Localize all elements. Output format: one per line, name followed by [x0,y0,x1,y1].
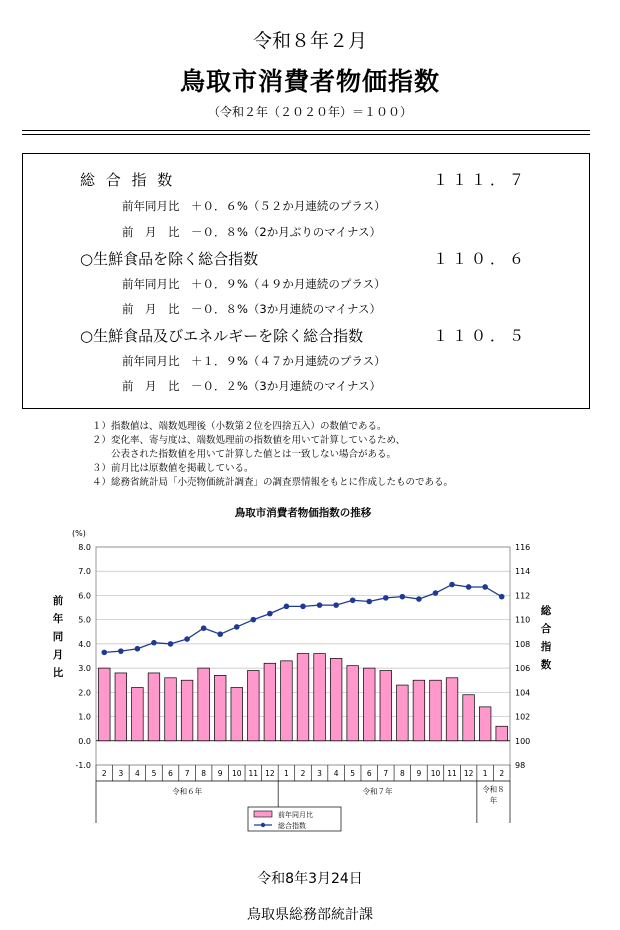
y-right-axis-label: 総合指数 [540,605,552,671]
bar [231,687,243,740]
y-left-unit: (%) [72,529,86,538]
legend-bar-swatch [254,811,272,817]
x-tick-label: 10 [430,769,441,778]
note-2: ２）変化率、寄与度は、端数処理前の指数値を用いて計算しているため、 [92,435,406,446]
note-1: １）指数値は、端数処理後（小数第２位を四捨五入）の数値である。 [92,421,387,432]
y-left-tick-label: 2.0 [78,688,91,698]
index-point [168,641,174,647]
bar [446,678,458,741]
x-tick-label: 10 [231,769,242,778]
bar [148,673,160,741]
y-right-tick-label: 110 [515,615,531,625]
legend-bar-label: 前年同月比 [278,811,313,819]
report-date: 令和８年２月 [252,30,367,52]
summary-mom-corecore: 前 月 比 －０．２%（3か月連続のマイナス） [122,379,382,393]
x-tick-label: 3 [118,769,124,778]
bar [98,668,110,741]
bar [479,707,491,741]
index-point [251,617,257,623]
x-tick-label: 5 [151,769,157,778]
y-right-tick-label: 102 [515,712,531,722]
divider-top-1 [22,130,590,131]
summary-yoy-total: 前年同月比 ＋０．６%（５２か月連続のプラス） [122,199,386,213]
index-point [201,625,207,631]
issuer: 鳥取県総務部統計課 [247,907,373,923]
y-left-tick-label: 1.0 [78,712,91,722]
y-left-axis-label: 前年同月比 [52,595,64,679]
bar [380,671,392,741]
summary-label-total: 総 合 指 数 [80,171,176,189]
index-point [366,599,372,605]
bar [181,680,193,741]
y-left-tick-label: 4.0 [78,639,91,649]
x-tick-label: 8 [201,769,207,778]
summary-yoy-corecore: 前年同月比 ＋１．９%（４７か月連続のプラス） [122,354,386,368]
summary-value-core: １１０．６ [433,250,529,268]
x-tick-label: 12 [265,769,275,778]
x-tick-label: 7 [383,769,389,778]
index-point [135,646,141,652]
summary-label-corecore: ○生鮮食品及びエネルギーを除く総合指数 [80,327,364,345]
index-point [284,604,290,610]
x-tick-label: 3 [317,769,322,778]
bar [248,671,260,741]
release-date: 令和8年3月24日 [257,871,363,887]
note-3: ３）前月比は原数値を掲載している。 [92,463,254,474]
y-right-tick-label: 100 [515,736,531,746]
y-left-tick-label: 0.0 [78,736,91,746]
bar [281,661,293,741]
x-tick-label: 2 [101,769,107,778]
x-tick-label: 11 [248,769,259,778]
legend-line-label: 総合指数 [278,822,306,830]
index-point [300,604,306,610]
index-point [151,640,157,646]
index-point [317,602,323,608]
summary-mom-total: 前 月 比 －０．８%（2か月ぶりのマイナス） [122,225,382,239]
bar [463,695,475,741]
bar [264,663,276,741]
divider-top-2 [22,134,590,135]
x-tick-label: 12 [463,769,474,778]
index-line [104,585,501,653]
y-right-tick-label: 108 [515,639,531,649]
bar [132,687,144,740]
x-tick-label: 11 [447,769,457,778]
x-tick-label: 4 [333,769,339,778]
index-point [499,594,505,600]
index-point [466,584,472,590]
bar [347,666,359,741]
summary-mom-core: 前 月 比 －０．８%（3か月連続のマイナス） [122,302,382,316]
bar [413,680,425,741]
legend-line-marker [261,823,265,827]
index-point [234,624,240,630]
note-2-cont: 公表された指数値を用いて計算した値とは一致しない場合がある。 [92,449,397,460]
x-tick-label: 7 [184,769,190,778]
y-left-tick-label: 6.0 [78,591,91,601]
x-tick-label: 1 [482,769,488,778]
x-tick-label: 8 [399,769,405,778]
chart-title: 鳥取市消費者物価指数の推移 [234,507,372,519]
y-left-tick-label: 7.0 [78,567,91,577]
x-tick-label: 5 [350,769,356,778]
bar [214,675,226,740]
bar [363,668,375,741]
bar [314,654,326,741]
summary-label-core: ○生鮮食品を除く総合指数 [80,250,259,268]
index-point [383,595,389,601]
x-tick-label: 1 [284,769,289,778]
index-point [101,650,107,656]
year-label: 令和６年 [172,787,203,796]
bar [165,678,177,741]
index-point [184,636,190,642]
y-right-tick-label: 112 [515,591,531,601]
y-left-tick-label: -1.0 [75,761,91,770]
summary-value-corecore: １１０．５ [433,327,529,345]
index-point [433,590,439,596]
y-left-tick-label: 5.0 [78,615,91,625]
y-right-tick-label: 106 [515,664,531,674]
x-tick-label: 6 [168,769,173,778]
x-tick-label: 6 [366,769,372,778]
bar [115,673,127,741]
bar [198,668,210,741]
summary-value-total: １１１．７ [433,171,529,189]
y-right-tick-label: 116 [515,543,531,552]
y-right-tick-label: 104 [515,688,531,698]
base-year-note: （令和２年（２０２０年）＝１００） [207,105,412,119]
index-point [333,602,339,608]
bar [297,654,309,741]
y-left-tick-label: 3.0 [78,664,91,674]
y-right-tick-label: 114 [515,567,531,577]
index-point [217,631,223,637]
year-label: 令和８年 [482,785,505,805]
y-left-tick-label: 8.0 [78,543,91,552]
y-right-tick-label: 98 [515,761,526,770]
year-label: 令和７年 [362,787,393,796]
x-tick-label: 9 [217,769,223,778]
bar [330,658,342,740]
x-tick-label: 2 [499,769,505,778]
index-point [449,582,455,588]
bar [496,726,508,741]
cpi-trend-chart [0,500,620,840]
index-point [482,584,488,590]
page-title: 鳥取市消費者物価指数 [179,67,440,96]
index-point [400,594,406,600]
x-tick-label: 4 [135,769,140,778]
bar [397,685,409,741]
index-point [267,611,273,617]
index-point [118,648,124,654]
index-point [416,596,422,602]
note-4: ４）総務省統計局「小売物価統計調査」の調査票情報をもとに作成したものである。 [92,477,454,488]
x-tick-label: 9 [416,769,422,778]
summary-yoy-core: 前年同月比 ＋０．９%（４９か月連続のプラス） [122,277,386,291]
bar [430,680,442,741]
index-point [350,597,356,603]
x-tick-label: 2 [300,769,306,778]
